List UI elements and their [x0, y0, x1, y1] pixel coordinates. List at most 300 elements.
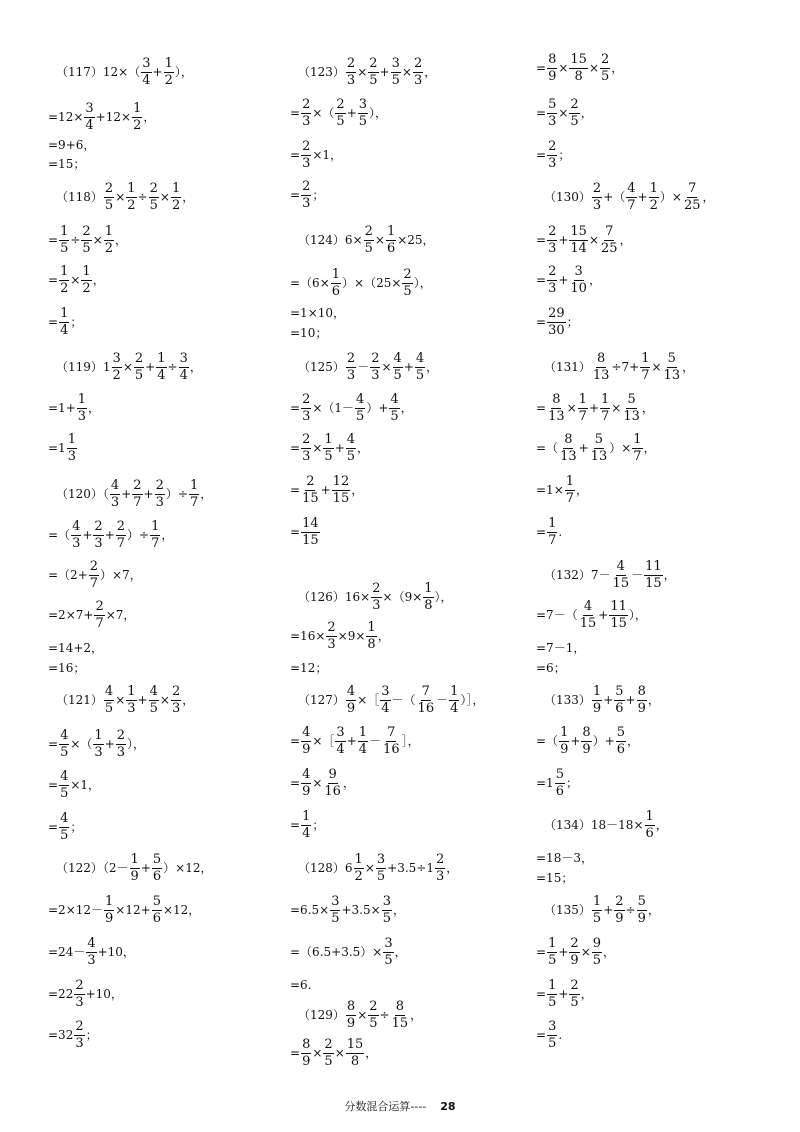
math-text: = [290, 483, 301, 497]
math-text: ； [312, 188, 325, 202]
math-text: =1+ [48, 401, 76, 415]
fraction-denominator: 8 [350, 1053, 360, 1069]
math-text: = [48, 273, 59, 287]
fraction [346, 1000, 356, 1030]
fraction-denominator: 2 [60, 280, 69, 296]
fraction [332, 475, 351, 505]
fraction [301, 433, 311, 463]
math-text: + [320, 483, 331, 497]
math-text: + [578, 441, 589, 455]
math-text: × [159, 693, 170, 707]
math-text: + [558, 273, 569, 287]
math-line [536, 724, 640, 757]
math-line [544, 350, 695, 383]
math-text: =（ [536, 441, 559, 455]
fraction [370, 352, 380, 382]
fraction [346, 685, 356, 715]
math-text: （118） [56, 190, 103, 204]
fraction [301, 517, 320, 547]
fraction-numerator: 4 [104, 683, 114, 699]
fraction-numerator: 1 [367, 619, 376, 635]
fraction-numerator: 4 [302, 766, 311, 782]
math-text: × [115, 190, 126, 204]
fraction-denominator: 6 [331, 283, 341, 299]
math-text: =12； [290, 661, 328, 675]
math-text: = [536, 61, 547, 75]
math-text: ， [392, 903, 405, 917]
fraction-denominator: 13 [663, 367, 681, 383]
fraction-denominator: 7 [578, 408, 587, 424]
fraction [547, 393, 566, 423]
math-line [536, 138, 571, 171]
math-text: ， [92, 273, 105, 287]
math-line [290, 391, 413, 424]
fraction-numerator: 1 [354, 851, 363, 867]
math-text: =32 [48, 1028, 74, 1042]
fraction-numerator: 2 [346, 350, 356, 366]
fraction-denominator: 7 [95, 615, 104, 631]
math-text: ； [312, 818, 325, 832]
math-text: ， [189, 360, 202, 374]
math-text: －（ [391, 693, 416, 707]
fraction [346, 352, 356, 382]
math-line [536, 515, 563, 548]
fraction-denominator: 25 [683, 197, 701, 213]
fraction-denominator: 5 [324, 1053, 333, 1069]
fraction-numerator: 2 [570, 96, 579, 112]
math-text: + [403, 360, 414, 374]
fraction-numerator: 7 [605, 223, 614, 239]
math-text: ， [410, 1008, 423, 1022]
math-text: =（ [48, 528, 71, 542]
fraction-numerator: 5 [548, 96, 557, 112]
math-text: + [603, 903, 614, 917]
math-text: =18－3， [536, 851, 593, 865]
fraction [323, 768, 342, 798]
fraction [330, 895, 340, 925]
fraction-numerator: 4 [393, 350, 402, 366]
fraction [371, 582, 381, 612]
fraction-numerator: 3 [548, 1018, 557, 1034]
fraction-numerator: 5 [615, 683, 624, 699]
fraction-denominator: 3 [77, 408, 87, 424]
fraction-denominator: 2 [171, 197, 181, 213]
math-text: ， [576, 483, 589, 497]
math-text: － [357, 360, 370, 374]
math-text: =6； [536, 661, 566, 675]
fraction-numerator: 8 [302, 1036, 311, 1052]
fraction [592, 352, 611, 382]
math-text: + [121, 487, 132, 501]
math-line [290, 515, 321, 548]
fraction-numerator: 1 [560, 724, 569, 740]
math-text: ， [663, 568, 676, 582]
fraction [547, 979, 557, 1009]
fraction-numerator: 4 [149, 683, 158, 699]
math-text: － [369, 734, 382, 748]
fraction-numerator: 1 [649, 180, 658, 196]
fraction-denominator: 4 [179, 367, 188, 383]
fraction-denominator: 4 [358, 741, 368, 757]
math-text: ÷ [70, 233, 81, 247]
fraction-denominator: 3 [327, 636, 336, 652]
math-line [290, 138, 343, 171]
math-text: ÷ [625, 903, 636, 917]
fraction-numerator: 2 [369, 998, 378, 1014]
fraction-numerator: 4 [302, 724, 311, 740]
fraction-denominator: 2 [354, 868, 363, 884]
fraction-numerator: 5 [637, 893, 646, 909]
math-text: + [137, 693, 148, 707]
fraction-numerator: 1 [641, 350, 650, 366]
math-text: + [570, 734, 581, 748]
math-text: （121） [56, 693, 103, 707]
math-text: +10， [85, 987, 123, 1001]
math-line [536, 473, 589, 506]
fraction [380, 685, 390, 715]
math-line [544, 683, 660, 716]
fraction-numerator: 2 [548, 138, 557, 154]
math-line [298, 998, 423, 1031]
fraction-denominator: 5 [369, 1015, 378, 1031]
fraction [423, 582, 433, 612]
math-line [544, 808, 668, 841]
fraction-numerator: 2 [116, 518, 126, 534]
math-text: + [598, 608, 609, 622]
fraction [547, 53, 557, 83]
math-text: ， [682, 360, 695, 374]
fraction-denominator: 3 [346, 367, 356, 383]
math-text: = [536, 1028, 547, 1042]
math-text: ）×7， [100, 568, 142, 582]
math-text: =（ [536, 734, 559, 748]
math-text: = [536, 525, 547, 539]
fraction-numerator: 1 [548, 977, 557, 993]
math-text: × [588, 61, 600, 75]
fraction-numerator: 2 [89, 558, 99, 574]
fraction-numerator: 3 [85, 100, 94, 116]
fraction [547, 937, 557, 967]
fraction-numerator: 11 [645, 558, 662, 574]
fraction-numerator: 15 [570, 223, 587, 239]
fraction-numerator: 2 [369, 55, 378, 71]
fraction-numerator: 15 [570, 51, 587, 67]
math-text: × [588, 233, 600, 247]
fraction-numerator: 4 [110, 477, 120, 493]
fraction [355, 393, 365, 423]
math-text: = [290, 525, 301, 539]
fraction-numerator: 2 [306, 473, 315, 489]
fraction-numerator: 2 [82, 223, 91, 239]
fraction-denominator: 30 [548, 322, 565, 338]
fraction-numerator: 1 [592, 683, 602, 699]
math-text: ， [424, 65, 437, 79]
fraction-denominator: 5 [390, 408, 399, 424]
math-line [290, 321, 327, 345]
fraction-numerator: 2 [133, 477, 142, 493]
math-text: ， [115, 233, 128, 247]
fraction [547, 1020, 557, 1050]
fraction-numerator: 8 [564, 431, 573, 447]
fraction-denominator: 2 [104, 240, 114, 256]
fraction-denominator: 5 [382, 910, 391, 926]
fraction [547, 98, 557, 128]
math-text: =15； [48, 157, 86, 171]
math-text: + [346, 734, 357, 748]
fraction-numerator: 1 [130, 851, 139, 867]
math-line [298, 223, 435, 256]
math-text: +（ [603, 190, 626, 204]
fraction-numerator: 1 [104, 223, 114, 239]
fraction-denominator: 5 [415, 367, 425, 383]
fraction-numerator: 1 [60, 223, 69, 239]
math-line [536, 391, 654, 424]
math-text: （127） [298, 693, 345, 707]
math-text: = [48, 820, 59, 834]
math-text: × [381, 360, 392, 374]
math-line [290, 266, 432, 299]
math-text: =（2+ [48, 568, 88, 582]
fraction-numerator: 1 [171, 180, 181, 196]
fraction-numerator: 4 [346, 431, 356, 447]
math-text: ×25， [397, 233, 435, 247]
math-text: （126）16× [298, 590, 371, 604]
math-text: = [48, 778, 59, 792]
fraction-denominator: 13 [560, 448, 577, 464]
fraction-numerator: 4 [356, 391, 365, 407]
math-text: ×（ [312, 106, 335, 120]
fraction-numerator: 2 [104, 180, 114, 196]
fraction-denominator: 9 [570, 952, 579, 968]
page-footer [0, 1098, 800, 1114]
fraction-denominator: 5 [336, 113, 345, 129]
fraction [376, 853, 386, 883]
math-line [536, 977, 593, 1010]
fraction [645, 810, 655, 840]
fraction-numerator: 1 [164, 55, 173, 71]
fraction-denominator: 5 [548, 1035, 557, 1051]
fraction-denominator: 5 [356, 408, 365, 424]
fraction-numerator: 4 [616, 558, 625, 574]
fraction-denominator: 5 [331, 910, 340, 926]
math-text: =1 [48, 441, 66, 455]
fraction-numerator: 8 [597, 350, 606, 366]
math-text: × [566, 401, 577, 415]
fraction-numerator: 1 [127, 180, 136, 196]
fraction-denominator: 3 [548, 280, 557, 296]
fraction-denominator: 2 [649, 197, 658, 213]
fraction-numerator: 2 [327, 619, 336, 635]
math-text: ）］， [460, 693, 485, 707]
fraction-numerator: 3 [384, 935, 393, 951]
fraction-denominator: 5 [369, 72, 378, 88]
fraction-numerator: 8 [346, 998, 356, 1014]
fraction-denominator: 3 [302, 195, 311, 211]
math-text: （130） [544, 190, 591, 204]
fraction-numerator: 15 [346, 1036, 364, 1052]
fraction-denominator: 3 [116, 744, 126, 760]
math-line [290, 96, 388, 129]
fraction [559, 726, 569, 756]
math-text: ÷ [137, 190, 148, 204]
math-text: = [536, 945, 547, 959]
fraction [649, 182, 659, 212]
math-text: （135） [544, 903, 591, 917]
fraction-denominator: 3 [75, 1035, 84, 1051]
fraction [547, 307, 566, 337]
fraction-numerator: 1 [424, 580, 433, 596]
math-text: （132）7－ [544, 568, 611, 582]
math-text: ， [182, 190, 195, 204]
fraction-numerator: 1 [592, 893, 602, 909]
fraction-denominator: 4 [60, 322, 69, 338]
fraction-denominator: 5 [601, 68, 610, 84]
math-text: ， [88, 401, 101, 415]
fraction [637, 895, 647, 925]
math-text: =14+2， [48, 641, 104, 655]
fraction [600, 225, 619, 255]
fraction-numerator: 2 [75, 1018, 84, 1034]
fraction [569, 979, 579, 1009]
fraction-denominator: 5 [570, 113, 579, 129]
math-line [544, 180, 715, 213]
fraction-denominator: 3 [302, 113, 311, 129]
fraction-numerator: 1 [386, 223, 396, 239]
fraction-numerator: 1 [601, 391, 610, 407]
math-text: = [290, 776, 301, 790]
fraction [614, 685, 624, 715]
fraction [391, 57, 401, 87]
fraction [301, 98, 311, 128]
math-text: ， [394, 945, 407, 959]
math-text: × [558, 61, 569, 75]
math-line [536, 96, 593, 129]
fraction-denominator: 6 [615, 700, 624, 716]
fraction [626, 182, 636, 212]
fraction-denominator: 7 [633, 448, 642, 464]
math-text: +10， [97, 945, 135, 959]
math-text: = [536, 315, 547, 329]
math-text: ）× [609, 441, 632, 455]
math-text: ）， [413, 276, 432, 290]
fraction-denominator: 3 [302, 408, 311, 424]
fraction-denominator: 4 [302, 825, 311, 841]
math-text: × [580, 945, 591, 959]
math-text: = [536, 148, 547, 162]
math-text: =6. [290, 978, 312, 992]
math-text: + [603, 693, 614, 707]
fraction-denominator: 3 [75, 994, 84, 1010]
fraction [417, 685, 436, 715]
fraction-denominator: 3 [94, 744, 103, 760]
fraction [389, 393, 399, 423]
fraction-denominator: 8 [424, 597, 433, 613]
fraction-denominator: 9 [346, 1015, 356, 1031]
fraction [569, 53, 588, 83]
math-text: = [290, 188, 301, 202]
fraction-denominator: 9 [615, 910, 624, 926]
math-text: = [48, 233, 59, 247]
math-text: × [122, 360, 133, 374]
math-line [536, 51, 624, 84]
fraction [354, 853, 364, 883]
fraction-denominator: 6 [152, 868, 162, 884]
fraction-denominator: 6 [555, 783, 564, 799]
math-text: = [536, 987, 547, 1001]
fraction-numerator: 1 [633, 431, 642, 447]
fraction-numerator: 2 [570, 935, 579, 951]
fraction-numerator: 2 [570, 977, 579, 993]
math-text: = [290, 1046, 301, 1060]
math-text: =12× [48, 110, 84, 124]
fraction-numerator: 29 [548, 305, 565, 321]
math-text: + [334, 441, 345, 455]
fraction [391, 1000, 410, 1030]
math-text: × [558, 106, 569, 120]
math-text: × [312, 441, 323, 455]
fraction-numerator: 8 [548, 51, 557, 67]
fraction-denominator: 4 [336, 741, 345, 757]
fraction [301, 726, 311, 756]
fraction-denominator: 3 [413, 72, 423, 88]
fraction [579, 600, 598, 630]
math-text: ， [627, 734, 640, 748]
math-text: =7－1， [536, 641, 586, 655]
math-line [290, 766, 355, 799]
fraction-numerator: 2 [371, 350, 380, 366]
fraction-numerator: 8 [552, 391, 561, 407]
math-text: + [588, 401, 600, 415]
math-text: × [115, 693, 126, 707]
fraction [578, 393, 588, 423]
math-text: × [357, 1008, 368, 1022]
math-text: ， [580, 106, 593, 120]
math-text: （125） [298, 360, 345, 374]
fraction [326, 621, 336, 651]
fraction-denominator: 2 [164, 72, 173, 88]
math-text: = [290, 818, 301, 832]
fraction [368, 1000, 378, 1030]
math-text: =（6× [290, 276, 330, 290]
fraction-numerator: 2 [615, 893, 624, 909]
fraction [637, 685, 647, 715]
math-text: × [401, 65, 412, 79]
math-text: ， [377, 629, 390, 643]
math-line [290, 1036, 378, 1069]
math-text: ×（1－ [312, 401, 355, 415]
math-text: ， [182, 693, 195, 707]
fraction [569, 265, 588, 295]
fraction-numerator: 1 [645, 808, 654, 824]
fraction-denominator: 7 [565, 490, 575, 506]
fraction [346, 433, 356, 463]
fraction-numerator: 1 [60, 263, 69, 279]
math-text: ， [647, 903, 660, 917]
fraction [592, 937, 602, 967]
math-line [536, 866, 573, 890]
fraction [413, 57, 423, 87]
fraction-numerator: 4 [87, 935, 96, 951]
fraction-denominator: 4 [381, 700, 390, 716]
fraction-numerator: 2 [336, 96, 345, 112]
fraction [683, 182, 702, 212]
math-line [536, 223, 632, 256]
math-text: （117）12×（ [56, 65, 141, 79]
math-text: = [536, 273, 547, 287]
fraction-numerator: 1 [82, 263, 91, 279]
math-text: ， [588, 273, 601, 287]
math-text: × [364, 861, 375, 875]
